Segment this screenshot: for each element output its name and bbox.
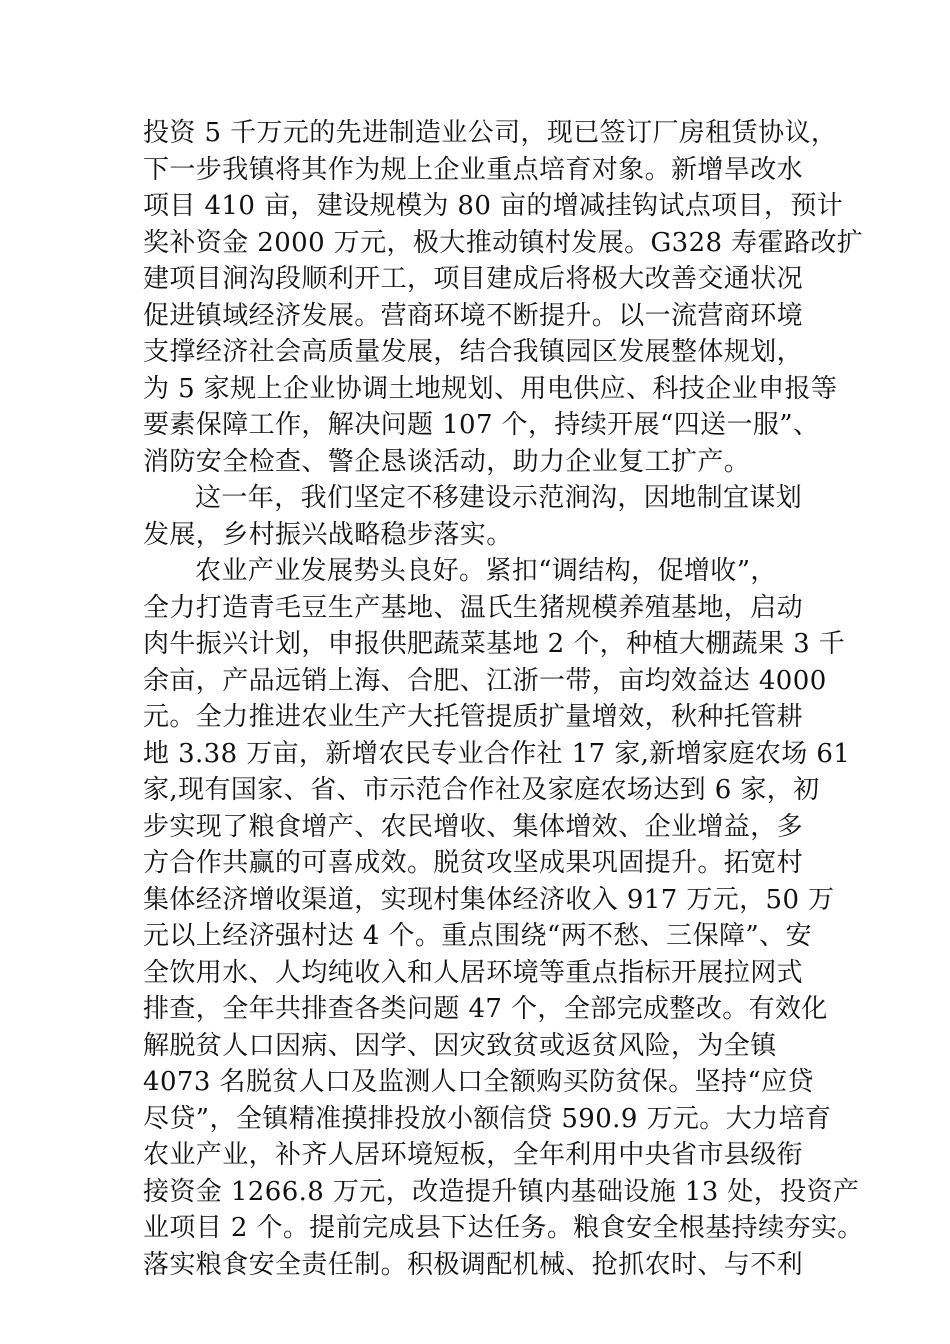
text-line: 为 5 家规上企业协调土地规划、用电供应、科技企业申报等 [143, 373, 838, 404]
text-line: 4073 名脱贫人口及监测人口全额购买防贫保。坚持“应贷 [143, 1067, 814, 1097]
text-line: 要素保障工作，解决问题 107 个，持续开展“四送一服”、 [143, 410, 820, 440]
text-line: 尽贷”，全镇精准摸排投放小额信贷 590.9 万元。大力培育 [143, 1103, 832, 1134]
text-line: 余亩，产品远销上海、合肥、江浙一带，亩均效益达 4000 [143, 665, 827, 696]
text-line: 农业产业发展势头良好。紧扣“调结构，促增收”， [195, 556, 777, 586]
text-line: 元。全力推进农业生产大托管提质扩量增效，秋种托管耕 [143, 702, 804, 732]
text-line: 这一年，我们坚定不移建设示范涧沟，因地制宜谋划 [195, 483, 803, 513]
text-line: 方合作共赢的可喜成效。脱贫攻坚成果巩固提升。拓宽村 [143, 848, 804, 878]
text-line: 奖补资金 2000 万元，极大推动镇村发展。G328 寿霍路改扩 [143, 227, 864, 258]
text-line: 全力打造青毛豆生产基地、温氏生猪规模养殖基地，启动 [143, 592, 804, 623]
text-line: 步实现了粮食增产、农民增收、集体增效、企业增益，多 [143, 811, 804, 842]
text-line: 下一步我镇将其作为规上企业重点培育对象。新增旱改水 [143, 154, 804, 185]
text-line: 投资 5 千万元的先进制造业公司，现已签订厂房租赁协议， [143, 118, 838, 148]
text-line: 元以上经济强村达 4 个。重点围绕“两不愁、三保障”、安 [143, 921, 812, 951]
text-line: 农业产业，补齐人居环境短板，全年利用中央省市县级衔 [143, 1140, 804, 1170]
text-line: 支撑经济社会高质量发展，结合我镇园区发展整体规划， [143, 337, 804, 367]
text-line: 肉牛振兴计划，申报供肥蔬菜基地 2 个，种植大棚蔬果 3 千 [143, 629, 846, 659]
text-line: 建项目涧沟段顺利开工，项目建成后将极大改善交通状况 [143, 264, 804, 294]
text-line: 解脱贫人口因病、因学、因灾致贫或返贫风险，为全镇 [143, 1030, 777, 1061]
text-line: 发展，乡村振兴战略稳步落实。 [143, 519, 513, 550]
document-body-text [143, 115, 864, 1283]
text-line: 排查，全年共排查各类问题 47 个，全部完成整改。有效化 [143, 994, 828, 1024]
text-line: 促进镇域经济发展。营商环境不断提升。以一流营商环境 [143, 300, 804, 331]
text-line: 业项目 2 个。提前完成县下达任务。粮食安全根基持续夯实。 [143, 1213, 864, 1243]
text-line: 消防安全检查、警企恳谈活动，助力企业复工扩产。 [143, 446, 751, 477]
text-line: 家,现有国家、省、市示范合作社及家庭农场达到 6 家，初 [143, 775, 820, 805]
text-line: 项目 410 亩，建设规模为 80 亩的增减挂钩试点项目，预计 [143, 191, 844, 221]
text-line: 集体经济增收渠道，实现村集体经济收入 917 万元，50 万 [143, 884, 835, 915]
text-line: 落实粮食安全责任制。积极调配机械、抢抓农时、与不利 [143, 1249, 804, 1280]
text-line: 接资金 1266.8 万元，改造提升镇内基础设施 13 处，投资产 [143, 1176, 860, 1207]
text-line: 地 3.38 万亩，新增农民专业合作社 17 家,新增家庭农场 61 [143, 738, 851, 769]
text-line: 全饮用水、人均纯收入和人居环境等重点指标开展拉网式 [143, 957, 804, 988]
